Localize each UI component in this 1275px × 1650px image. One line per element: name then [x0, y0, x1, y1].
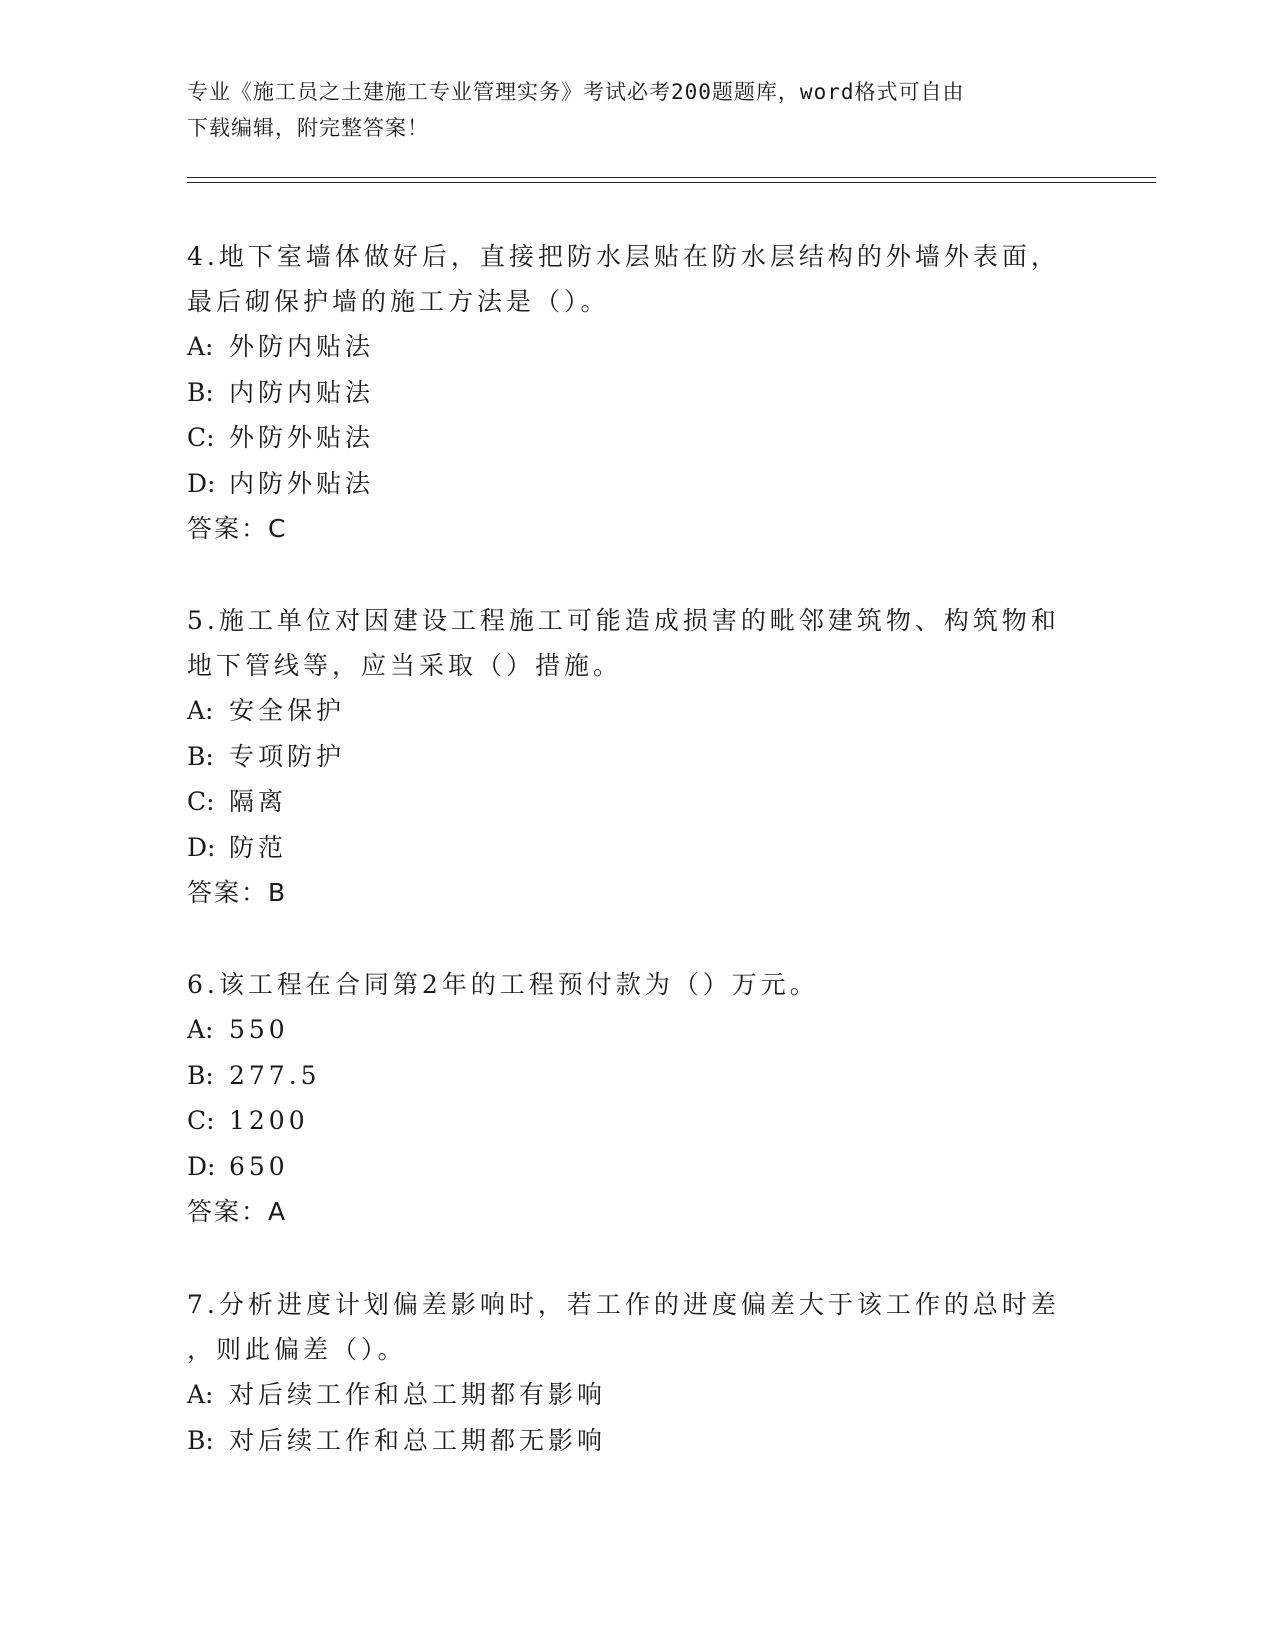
option-letter: B:: [187, 1060, 214, 1090]
answer-line: 答案：A: [187, 1197, 288, 1226]
question-stem-line: 4.地下室墙体做好后，直接把防水层贴在防水层结构的外墙外表面，: [187, 242, 1060, 271]
question-4: [187, 234, 1087, 551]
option-letter: A:: [187, 1380, 214, 1409]
question-stem-line: 地下管线等，应当采取（）措施。: [187, 651, 623, 680]
option-letter: B:: [187, 377, 214, 407]
option-b: [187, 1053, 1087, 1099]
option-text: 内防外贴法: [229, 468, 375, 498]
answer-line: 答案：C: [187, 514, 288, 543]
document-header: [187, 74, 1087, 146]
option-a: [187, 688, 1087, 734]
option-b: [187, 1418, 1087, 1464]
option-c: [187, 779, 1087, 825]
option-text: 550: [229, 1015, 289, 1044]
question-stem-line: ，则此偏差（）。: [187, 1335, 407, 1364]
option-text: 对后续工作和总工期都有影响: [229, 1380, 607, 1409]
option-text: 1200: [229, 1106, 309, 1135]
header-divider-top: [187, 177, 1156, 178]
question-stem-line: 最后砌保护墙的施工方法是（）。: [187, 287, 610, 316]
question-6: [187, 962, 1087, 1234]
question-stem-line: 7.分析进度计划偏差影响时，若工作的进度偏差大于该工作的总时差: [187, 1290, 1060, 1319]
question-stem-line: 5.施工单位对因建设工程施工可能造成损害的毗邻建筑物、构筑物和: [187, 606, 1060, 635]
option-c: [187, 1098, 1087, 1144]
header-divider-bottom: [187, 182, 1156, 183]
option-text: 277.5: [229, 1060, 321, 1090]
question-7: [187, 1282, 1087, 1463]
option-text: 对后续工作和总工期都无影响: [229, 1425, 607, 1455]
option-letter: A:: [187, 1015, 214, 1044]
option-text: 外防外贴法: [229, 423, 375, 452]
option-d: [187, 1144, 1087, 1190]
option-text: 安全保护: [229, 696, 346, 725]
option-letter: C:: [187, 1106, 215, 1135]
option-letter: A:: [187, 696, 214, 725]
option-c: [187, 415, 1087, 461]
option-a: [187, 324, 1087, 370]
option-text: 防范: [229, 832, 288, 862]
option-a: [187, 1007, 1087, 1053]
option-d: [187, 825, 1087, 871]
option-letter: A:: [187, 332, 214, 361]
option-a: [187, 1372, 1087, 1418]
option-text: 内防内贴法: [229, 377, 375, 407]
option-text: 隔离: [229, 787, 288, 816]
answer-line: 答案：B: [187, 878, 288, 907]
option-text: 外防内贴法: [229, 332, 375, 361]
option-text: 专项防护: [229, 741, 346, 771]
question-stem-line: 6.该工程在合同第2年的工程预付款为（）万元。: [187, 970, 819, 999]
option-letter: C:: [187, 787, 215, 816]
option-d: [187, 461, 1087, 507]
option-b: [187, 370, 1087, 416]
header-line-1: 专业《施工员之土建施工专业管理实务》考试必考200题题库，word格式可自由: [187, 80, 965, 104]
option-letter: D:: [187, 1151, 216, 1181]
header-line-2: 下载编辑，附完整答案！: [187, 116, 429, 140]
option-letter: B:: [187, 741, 214, 771]
option-letter: D:: [187, 832, 216, 862]
option-letter: D:: [187, 468, 216, 498]
option-text: 650: [229, 1151, 289, 1181]
option-letter: C:: [187, 423, 215, 452]
option-b: [187, 734, 1087, 780]
question-5: [187, 598, 1087, 915]
option-letter: B:: [187, 1425, 214, 1455]
